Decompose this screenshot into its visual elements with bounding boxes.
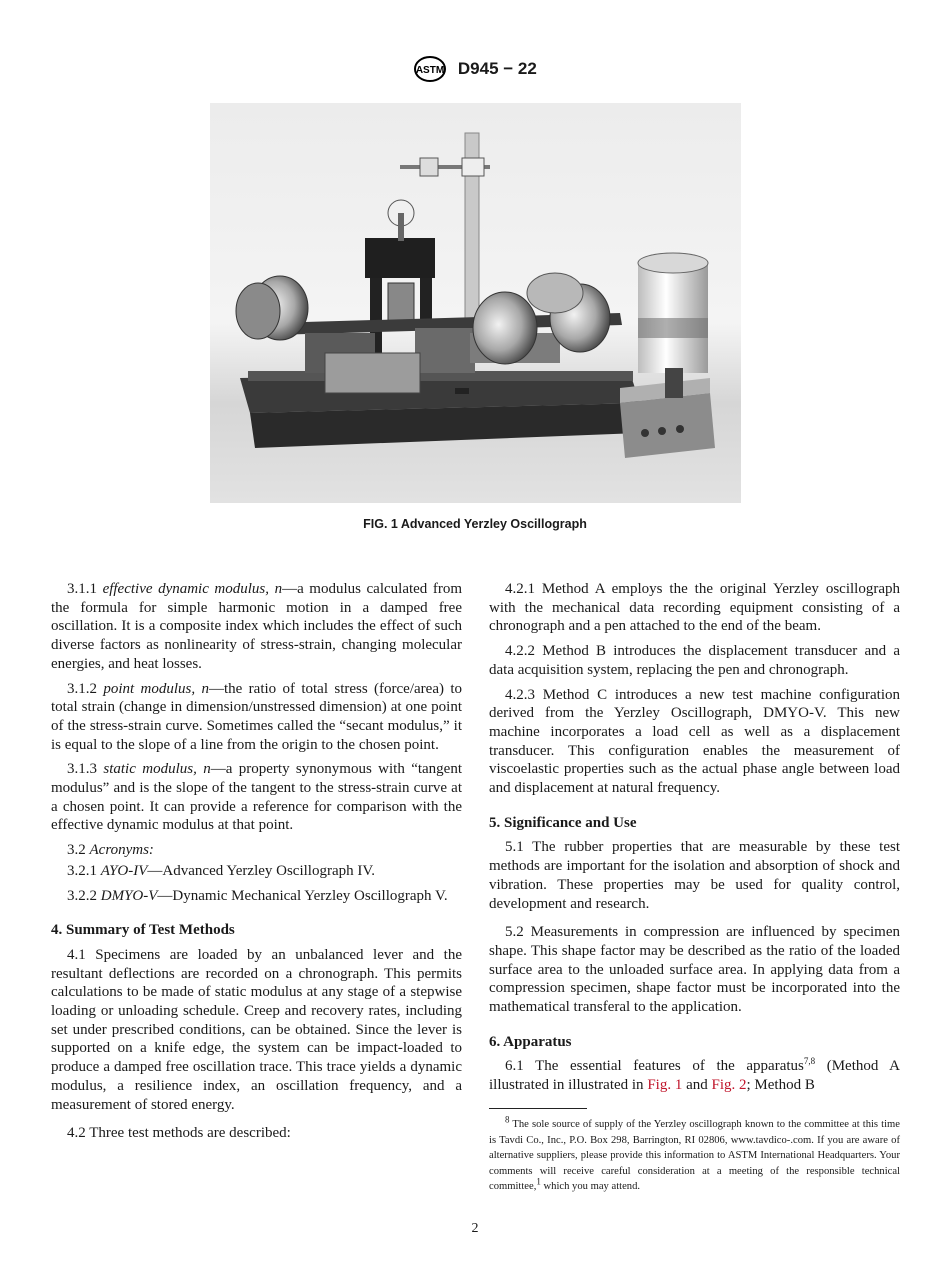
paragraph-3-1-1: 3.1.1 effective dynamic modulus, n—a modulus calculated from the formula for simple harmonic motion in a damped free oscillation. It is a composite index which includes the effect of such diverse factors as nonlinearity of stress-strain, changing molecular energies, and heat losses. <box>51 581 463 672</box>
fig-1-link[interactable]: Fig. 1 <box>647 1077 683 1094</box>
page-number: 2 <box>471 1221 479 1236</box>
paragraph-5-1: 5.1 The rubber properties that are measurable by these test methods are important for the isolation and absorption of shock and vibration. These properties may be used for quality control, development and research. <box>489 839 900 912</box>
paragraph-4-2-3: 4.2.3 Method C introduces a new test machine configuration derived from the Yerzley Oscillograph, DMYO-V. This new machine incorporates a load cell as well as a displacement transducer. This configuration enables the measurement of viscoelastic properties such as the actual phase angle between load and displacement at natural frequency. <box>489 686 900 797</box>
section-heading-4: 4. Summary of Test Methods <box>51 922 235 939</box>
figure-photo <box>210 103 741 503</box>
paragraph-3-2: 3.2 Acronyms: <box>67 842 154 859</box>
paragraph-4-2-1: 4.2.1 Method A employs the the original Yerzley oscillograph with the mechanical data recording equipment consisting of a chronograph and a pen attached to the end of the beam. <box>489 581 900 635</box>
paragraph-3-2-1: 3.2.1 AYO-IV—Advanced Yerzley Oscillograph IV. <box>67 862 376 879</box>
footnote-rule <box>489 1108 587 1109</box>
fig-2-link[interactable]: Fig. 2 <box>711 1077 747 1094</box>
section-heading-6: 6. Apparatus <box>489 1033 572 1050</box>
left-column <box>51 580 462 1149</box>
figure-caption: FIG. 1 Advanced Yerzley Oscillograph <box>363 517 587 531</box>
paragraph-3-1-3: 3.1.3 static modulus, n—a property synonymous with “tangent modulus” and is the slope of the tangent to the stress-strain curve at a chosen point. It can provide a reference for comparison with the effective dynamic modulus at that point. <box>51 761 463 834</box>
svg-text:ASTM: ASTM <box>415 65 445 76</box>
paragraph-3-2-2: 3.2.2 DMYO-V—Dynamic Mechanical Yerzley Oscillograph V. <box>67 887 448 904</box>
standard-code: D945 − 22 <box>457 59 537 78</box>
paragraph-6-1: 6.1 The essential features of the apparatus$^{7,8}$ (Method A illustrated in illustrated in Fig. 1 and Fig. 2; Method B <box>489 1056 900 1094</box>
page-header <box>0 55 950 83</box>
paragraph-5-2: 5.2 Measurements in compression are influenced by specimen shape. This shape factor may be described as the ratio of the loaded surface area to the unloaded surface area. In applying data from a compression specimen, shape factor must be incorporated into the mathematical transferal to the application. <box>489 924 900 1016</box>
right-column <box>489 580 900 1101</box>
section-heading-5: 5. Significance and Use <box>489 814 637 831</box>
footnote: $^8$ The sole source of supply of the Yerzley oscillograph known to the committee at this time is Tavdi Co., Inc., P.O. Box 298, Barrington, RI 02806, www.tavdico-.com. If you are aware of alternative suppliers, please provide this information to ASTM International Headquarters. Your comments will receive careful consideration at a meeting of the responsible technical committee,$^1$ which you may attend. <box>489 1114 900 1192</box>
astm-logo-icon <box>413 55 447 83</box>
paragraph-4-2-2: 4.2.2 Method B introduces the displacement transducer and a data acquisition system, replacing the pen and chronograph. <box>489 643 900 678</box>
paragraph-4-1: 4.1 Specimens are loaded by an unbalanced lever and the resultant deflections are recorded on a chronograph. This permits calculations to be made of static modulus at any stage of a stepwise loading or unloading schedule. Creep and recovery rates, including set under prescribed conditions, can be obtained. Since the lever is supported on a knife edge, the system can be impact-loaded to produce a damped free oscillation trace. This trace yields a dynamic modulus, a resilience index, an oscillation frequency, and a measurement of stored energy. <box>51 946 462 1113</box>
paragraph-3-1-2: 3.1.2 point modulus, n—the ratio of total stress (force/area) to total strain (change in dimension/unstressed dimension) at one point of the stress-strain curve. Sometimes called the “secant modulus,” it is equal to the slope of a line from the origin to the chosen point. <box>51 680 462 753</box>
oscillograph-illustration <box>210 103 741 503</box>
paragraph-4-2: 4.2 Three test methods are described: <box>67 1125 291 1142</box>
